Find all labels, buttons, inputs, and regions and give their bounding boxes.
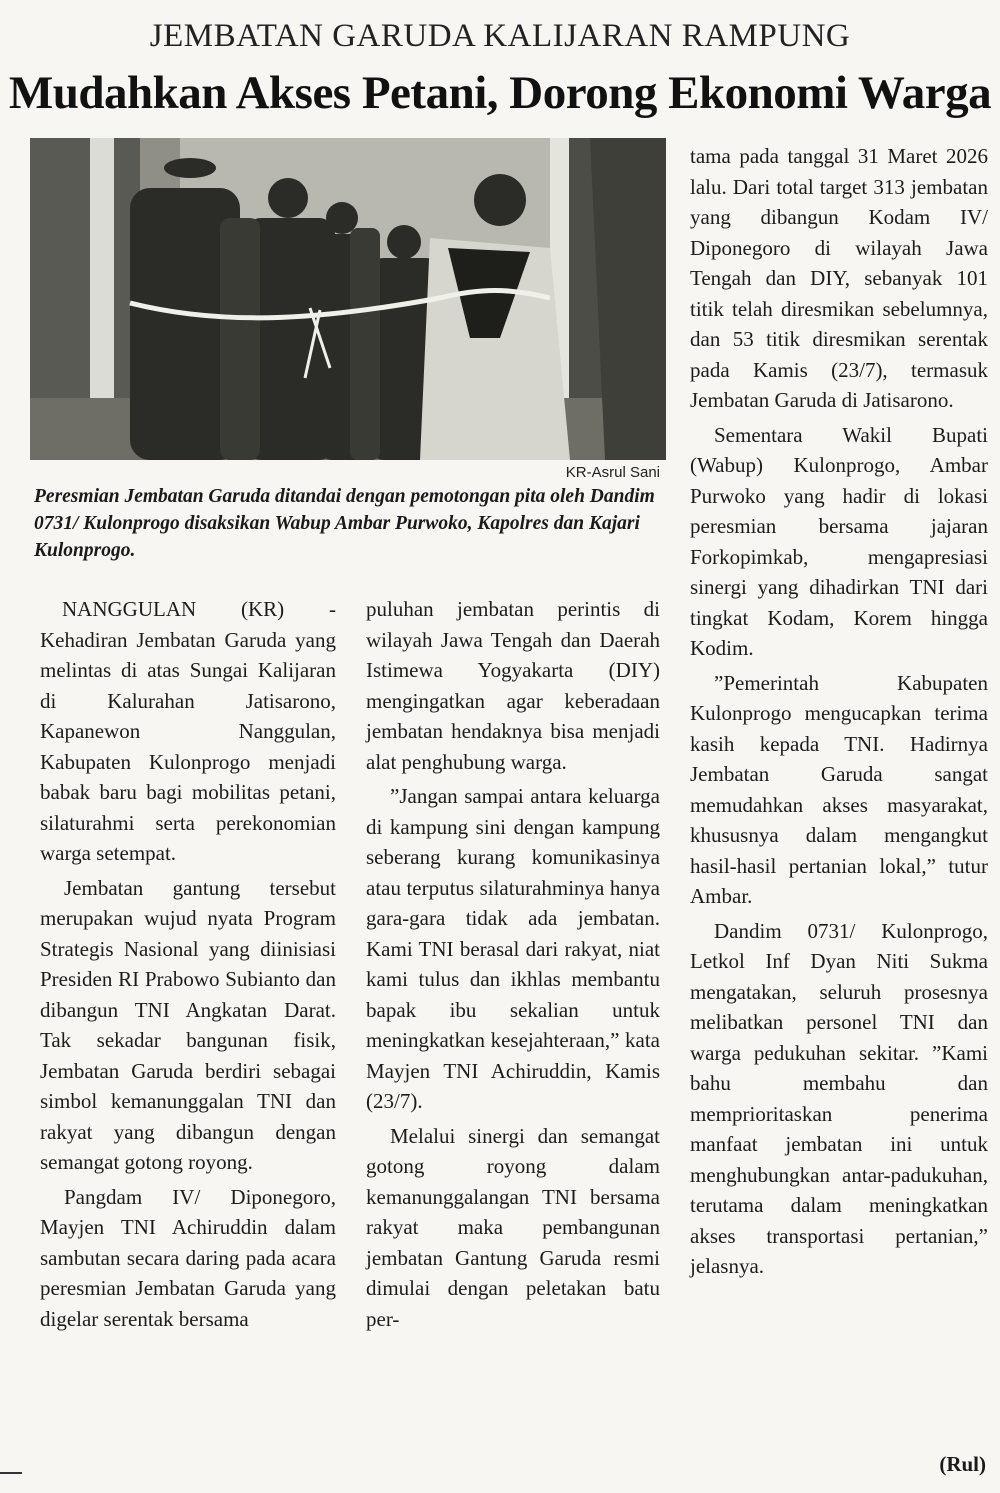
ribbon-cutting-photo [30, 138, 666, 460]
article-column-3 [690, 141, 988, 1286]
article-column-2 [366, 594, 660, 1338]
paragraph: ”Pemerintah Kabupaten Kulonprogo mengucapkan terima kasih kepada TNI. Hadirnya Jembatan Garuda sangat memudahkan akses masyarakat, khususnya dalam mengangkut hasil-hasil pertanian lokal,” tutur Ambar. [690, 670, 988, 908]
photo-caption-text: Peresmian Jembatan Garuda ditandai dengan pemotongan pita oleh Dandim 0731/ Kulonprogo disaksikan Wabup Ambar Purwoko, Kapolres dan Kajari Kulonprogo. [34, 486, 655, 561]
paragraph: ”Jangan sampai antara keluarga di kampung sini dengan kampung seberang kurang komunikasinya atau terputus silaturahminya hanya gara-gara tidak ada jembatan. Kami TNI berasal dari rakyat, niat kami tulus dan ikhlas membantu bapak ibu sekalian untuk meningkatkan kesejahteraan,” kata Mayjen TNI Achiruddin, Kamis (23/7). [366, 784, 660, 1113]
article-headline: Mudahkan Akses Petani, Dorong Ekonomi Warga [8, 67, 992, 119]
paragraph: tama pada tanggal 31 Maret 2026 lalu. Dari total target 313 jembatan yang dibangun Kodam IV/ Diponegoro di wilayah Jawa Tengah dan DIY, sebanyak 101 titik telah diresmikan sebelumnya, dan 53 titik diresmikan serentak pada Kamis (23/7), termasuk Jembatan Garuda di Jatisarono. [690, 144, 988, 412]
article-kicker: JEMBATAN GARUDA KALIJARAN RAMPUNG [149, 18, 851, 54]
article-column-1 [40, 594, 336, 1338]
article-photo [30, 138, 666, 460]
paragraph: NANGGULAN (KR) - Kehadiran Jembatan Garuda yang melintas di atas Sungai Kalijaran di Kalurahan Jatisarono, Kapanewon Nanggulan, Kabupaten Kulonprogo menjadi babak baru bagi mobilitas petani, silaturahmi serta perekonomian warga setempat. [40, 597, 336, 865]
paragraph: Jembatan gantung tersebut merupakan wujud nyata Program Strategis Nasional yang diinisiasi Presiden RI Prabowo Subianto dan dibangun TNI Angkatan Darat. Tak sekadar bangunan fisik, Jembatan Garuda berdiri sebagai simbol kemanunggalan TNI dan rakyat yang dibangun dengan semangat gotong royong. [40, 875, 336, 1174]
author-byline: (Rul) [939, 1452, 986, 1476]
paragraph: Sementara Wakil Bupati (Wabup) Kulonprogo, Ambar Purwoko yang hadir di lokasi peresmian bersama jajaran Forkopimkab, mengapresiasi sinergi yang dihadirkan TNI dari tingkat Kodam, Korem hingga Kodim. [690, 422, 988, 660]
photo-caption [34, 483, 666, 564]
divider [0, 1472, 22, 1474]
paragraph: Pangdam IV/ Diponegoro, Mayjen TNI Achiruddin dalam sambutan secara daring pada acara peresmian Jembatan Garuda yang digelar serentak bersama [40, 1184, 336, 1331]
paragraph: puluhan jembatan perintis di wilayah Jawa Tengah dan Daerah Istimewa Yogyakarta (DIY) mengingatkan agar keberadaan jembatan hendaknya bisa menjadi alat penghubung warga. [366, 597, 660, 774]
photo-credit: KR-Asrul Sani [565, 464, 660, 481]
paragraph: Dandim 0731/ Kulonprogo, Letkol Inf Dyan Niti Sukma mengatakan, seluruh prosesnya melibatkan personel TNI dan warga pedukuhan sekitar. ”Kami bahu membahu dan memprioritaskan penerima manfaat jembatan ini untuk menghubungkan antar-padukuhan, terutama dalam meningkatkan akses transportasi pertanian,” jelasnya. [690, 918, 988, 1278]
paragraph: Melalui sinergi dan semangat gotong royong dalam kemanunggalangan TNI bersama rakyat maka pembangunan jembatan Gantung Garuda resmi dimulai dengan peletakan batu per- [366, 1123, 660, 1331]
